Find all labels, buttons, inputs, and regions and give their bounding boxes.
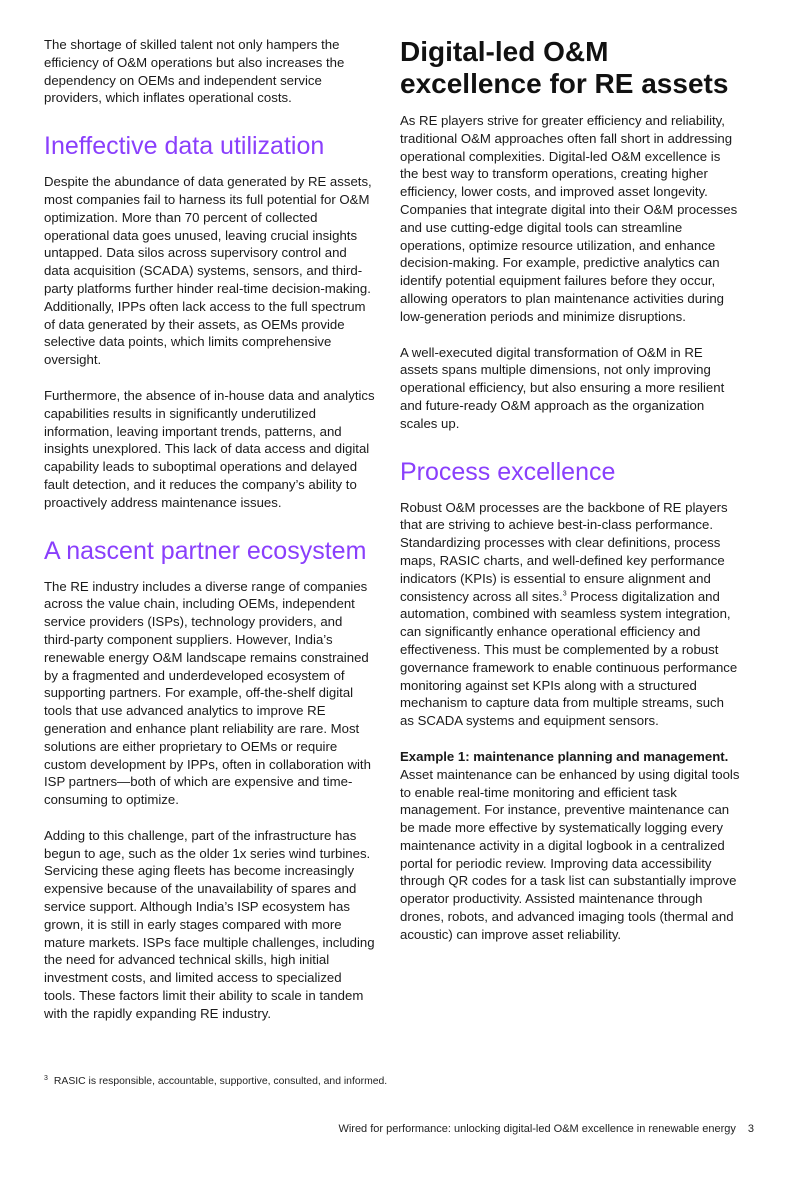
example-lead: Example 1: maintenance planning and management.: [400, 748, 729, 764]
heading-partner-ecosystem: A nascent partner ecosystem: [44, 536, 367, 565]
data-paragraph-2: Furthermore, the absence of in-house data and analytics capabilities results in significantly underutilized information, leaving important trends, patterns, and insights unexplored. This lack of data access and digital capability leads to suboptimal operations and delayed fault detection, and it reduces the company’s ability to proactively address maintenance issues.: [44, 387, 375, 510]
footnote-text: RASIC is responsible, accountable, supportive, consulted, and informed.: [53, 1076, 388, 1087]
right-column: [400, 36, 740, 944]
process-text-rest: Process digitalization and automation, combined with seamless system integration, can significantly enhance operational efficiency and effectiveness. This must be complemented by a robust governance framework to enable continuous performance monitoring against set KPIs along with a structured mechanism to capture data from multiple streams, such as SCADA systems and equipment sensors.: [400, 588, 738, 729]
left-column: [44, 36, 376, 1023]
heading-process-excellence: Process excellence: [400, 457, 616, 486]
example-paragraph: [400, 748, 740, 944]
main-heading: Digital-led O&M excellence for RE assets: [400, 36, 729, 99]
main-paragraph-1: As RE players strive for greater efficiency and reliability, traditional O&M approaches often fall short in addressing operational complexities. Digital-led O&M excellence is the best way to transform operations, creating higher efficiency, lower costs, and improved asset longevity. Companies that integrate digital into their O&M processes and use cutting-edge digital tools can streamline operations, optimize resource utilization, and enhance decision-making. For example, predictive analytics can identify potential equipment failures before they occur, allowing operators to plan maintenance activities during low-generation periods and minimize disruptions.: [400, 113, 738, 324]
footnote-number: 3: [44, 1074, 48, 1082]
main-paragraph-2: A well-executed digital transformation of O&M in RE assets spans multiple dimensions, not only improving operational efficiency, but also ensuring a more resilient and future-ready O&M approach as the organization scales up.: [400, 344, 725, 431]
footnote: [44, 1076, 387, 1087]
data-paragraph-1: Despite the abundance of data generated by RE assets, most companies fail to harness its full potential for O&M optimization. More than 70 percent of collected operational data goes unused, leaving crucial insights untapped. Data silos across supervisory control and data acquisition (SCADA) systems, sensors, and third-party platforms further hinder real-time decision-making. Additionally, IPPs often lack access to the full spectrum of data generated by their assets, as OEMs provide selective data points, which limits comprehensive oversight.: [44, 174, 372, 368]
partner-paragraph-2: Adding to this challenge, part of the infrastructure has begun to age, such as the older 1x series wind turbines. Servicing these aging fleets has become increasingly expensive because of the unavailability of spares and service support. Although India’s ISP ecosystem has grown, it is still in early stages compared with more mature markets. ISPs face multiple challenges, including the need for advanced technical skills, high initial investment costs, and limited access to specialized tools. These factors limit their ability to scale in tandem with the rapidly expanding RE industry.: [44, 827, 375, 1021]
page-footer: [338, 1123, 754, 1135]
process-paragraph: [400, 499, 740, 730]
process-text: Robust O&M processes are the backbone of RE players that are striving to achieve best-in-class performance. Standardizing processes with clear definitions, process maps, RASIC charts, and well-defined key performance indicators (KPIs) is essential to ensure alignment and consistency across all sites.: [400, 499, 728, 604]
heading-data-utilization: Ineffective data utilization: [44, 132, 325, 161]
page-number: 3: [747, 1123, 754, 1135]
partner-paragraph-1: The RE industry includes a diverse range of companies across the value chain, including OEMs, independent service providers (ISPs), technology providers, and third-party component suppliers. However, India’s renewable energy O&M landscape remains constrained by a fragmented and underdeveloped ecosystem of supporting partners. For example, off-the-shelf digital tools that use advanced analytics to improve RE generation and enhance plant reliability are rare. Most solutions are either proprietary to OEMs or require custom development by IPPs, often in collaboration with ISP partners—both of which are expensive and time-consuming to optimize.: [44, 578, 371, 808]
footer-title: Wired for performance: unlocking digital-led O&M excellence in renewable energy: [338, 1123, 736, 1135]
intro-paragraph: The shortage of skilled talent not only hampers the efficiency of O&M operations but also increases the dependency on OEMs and independent service providers, which inflates operational costs.: [44, 37, 345, 106]
example-body: Asset maintenance can be enhanced by using digital tools to enable real-time monitoring and efficient task management. For instance, preventive maintenance can be made more effective by systematically logging every maintenance activity in a digital logbook in a centralized portal for periodic review. Improving data accessibility through QR codes for a task list can substantially improve operator productivity. Assisted maintenance through drones, robots, and advanced imaging tools (thermal and acoustic) can improve asset reliability.: [400, 766, 740, 942]
footnote-reference: 3: [562, 590, 567, 598]
